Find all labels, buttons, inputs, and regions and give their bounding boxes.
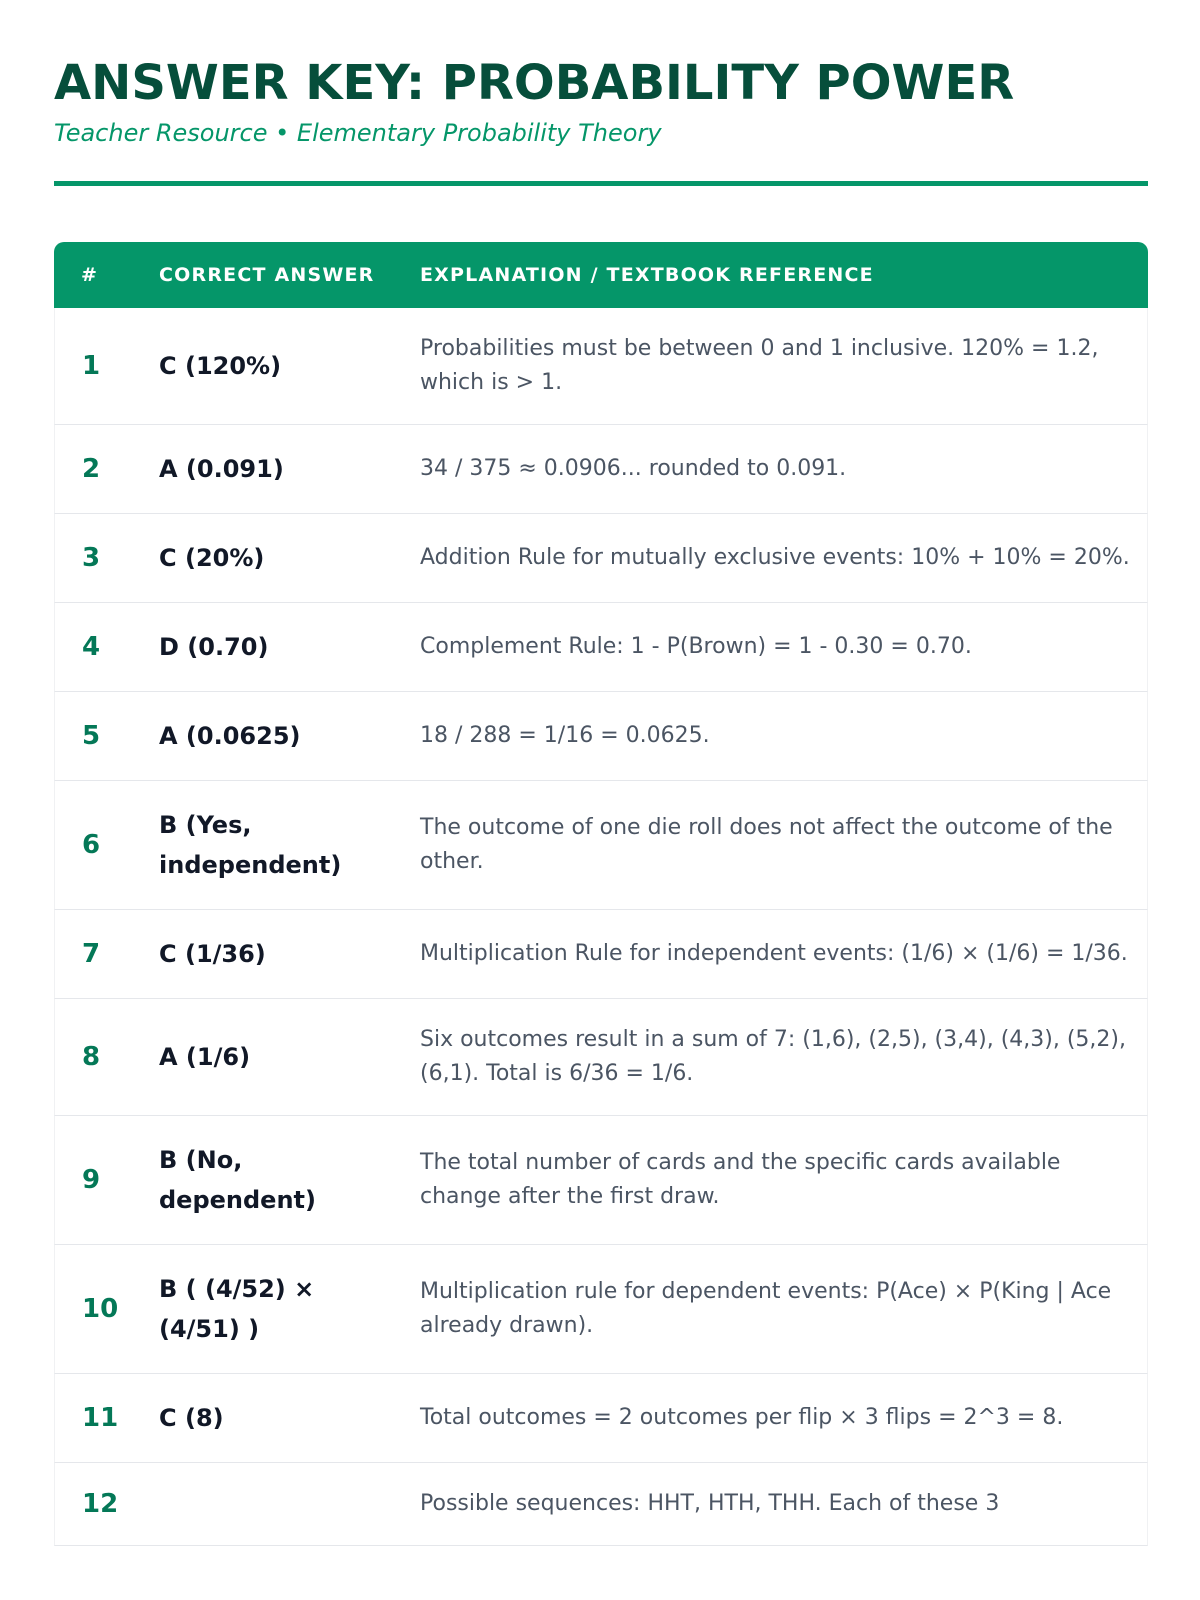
correct-answer: C (120%) (132, 308, 393, 425)
question-number: 1 (54, 308, 132, 425)
explanation: 34 / 375 ≈ 0.0906... rounded to 0.091. (393, 425, 1148, 514)
explanation: Probabilities must be between 0 and 1 inclusive. 120% = 1.2, which is > 1. (393, 308, 1148, 425)
question-number: 2 (54, 425, 132, 514)
answer-table-container (54, 242, 1148, 1600)
table-row (54, 514, 1148, 603)
correct-answer: B ( (4/52) × (4/51) ) (132, 1245, 393, 1374)
column-header-number: # (54, 242, 132, 308)
header-divider (54, 181, 1148, 186)
correct-answer: A (0.0625) (132, 692, 393, 781)
table-row (54, 425, 1148, 514)
explanation: Possible sequences: HHT, HTH, THH. Each of these 3 (393, 1463, 1148, 1546)
correct-answer: C (20%) (132, 514, 393, 603)
table-row (54, 1374, 1148, 1463)
table-row (54, 692, 1148, 781)
explanation: The total number of cards and the specific cards available change after the first draw. (393, 1116, 1148, 1245)
table-row (54, 1116, 1148, 1245)
correct-answer: A (1/6) (132, 999, 393, 1116)
question-number: 12 (54, 1463, 132, 1546)
correct-answer: C (8) (132, 1374, 393, 1463)
question-number: 9 (54, 1116, 132, 1245)
question-number: 8 (54, 999, 132, 1116)
question-number: 7 (54, 910, 132, 999)
correct-answer: B (No, dependent) (132, 1116, 393, 1245)
column-header-answer: CORRECT ANSWER (132, 242, 393, 308)
column-header-explanation: EXPLANATION / TEXTBOOK REFERENCE (393, 242, 1148, 308)
question-number: 6 (54, 781, 132, 910)
correct-answer (132, 1463, 393, 1546)
table-row (54, 1463, 1148, 1546)
question-number: 11 (54, 1374, 132, 1463)
correct-answer: D (0.70) (132, 603, 393, 692)
table-row (54, 781, 1148, 910)
page-subtitle: Teacher Resource • Elementary Probability Theory (54, 119, 662, 147)
explanation: 18 / 288 = 1/16 = 0.0625. (393, 692, 1148, 781)
answer-table (54, 242, 1148, 1546)
table-row (54, 999, 1148, 1116)
explanation: Multiplication Rule for independent events: (1/6) × (1/6) = 1/36. (393, 910, 1148, 999)
correct-answer: B (Yes, independent) (132, 781, 393, 910)
question-number: 4 (54, 603, 132, 692)
table-row (54, 910, 1148, 999)
question-number: 5 (54, 692, 132, 781)
correct-answer: A (0.091) (132, 425, 393, 514)
page-header (54, 52, 1152, 148)
question-number: 10 (54, 1245, 132, 1374)
explanation: Complement Rule: 1 - P(Brown) = 1 - 0.30 = 0.70. (393, 603, 1148, 692)
explanation: Total outcomes = 2 outcomes per flip × 3 flips = 2^3 = 8. (393, 1374, 1148, 1463)
table-row (54, 1245, 1148, 1374)
page-title: ANSWER KEY: PROBABILITY POWER (54, 55, 1015, 111)
table-row (54, 308, 1148, 425)
correct-answer: C (1/36) (132, 910, 393, 999)
explanation: Six outcomes result in a sum of 7: (1,6), (2,5), (3,4), (4,3), (5,2), (6,1). Total is 6/36 = 1/6. (393, 999, 1148, 1116)
question-number: 3 (54, 514, 132, 603)
explanation: Multiplication rule for dependent events: P(Ace) × P(King | Ace already drawn). (393, 1245, 1148, 1374)
table-header-row (54, 242, 1148, 308)
table-row (54, 603, 1148, 692)
explanation: Addition Rule for mutually exclusive events: 10% + 10% = 20%. (393, 514, 1148, 603)
explanation: The outcome of one die roll does not affect the outcome of the other. (393, 781, 1148, 910)
